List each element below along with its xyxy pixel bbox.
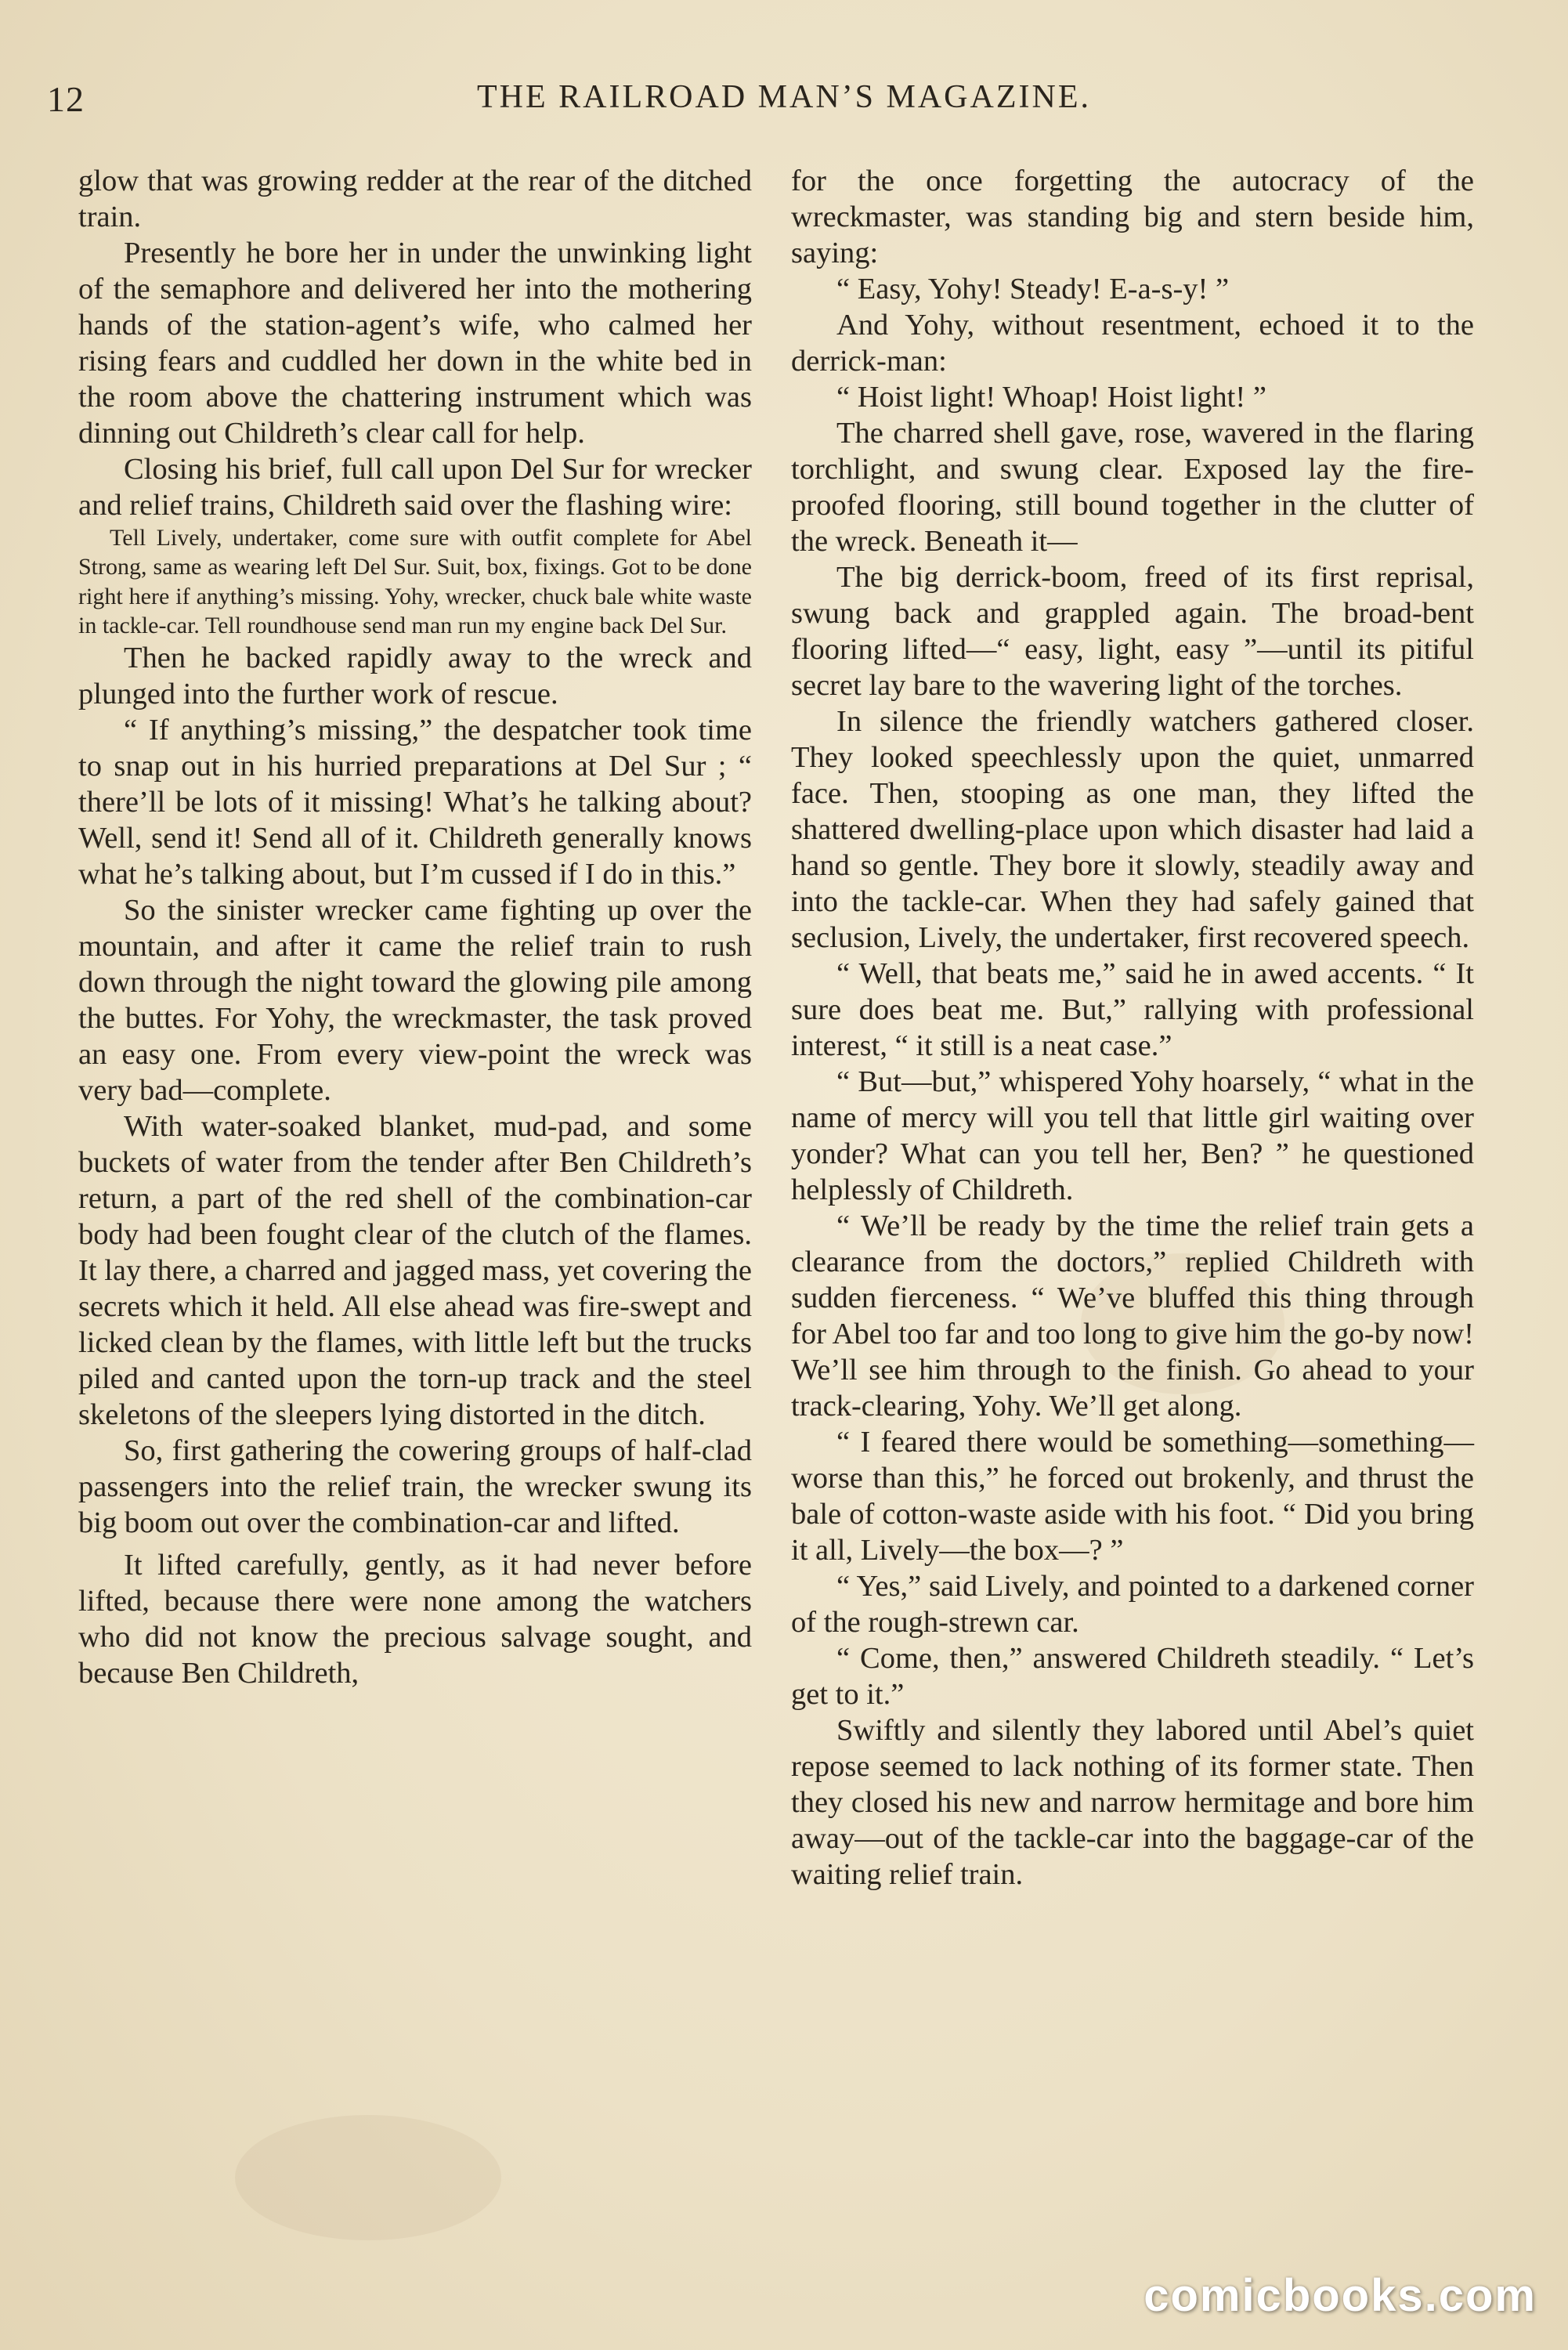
paragraph: Closing his brief, full call upon Del Sur for wrecker and relief trains, Childreth said over the flashing wire: (78, 453, 752, 522)
paragraph: And Yohy, without resentment, echoed it to the derrick-man: (791, 309, 1474, 378)
paragraph: “ Come, then,” answered Childreth steadily. “ Let’s get to it.” (791, 1642, 1474, 1711)
paragraph: Swiftly and silently they labored until Abel’s quiet repose seemed to lack nothing of its former state. Then they closed his new and narrow hermitage and bore him away—out of the tackle-car into the baggage-car of the waiting relief train. (791, 1714, 1474, 1891)
running-head (0, 78, 1568, 133)
paragraph: In silence the friendly watchers gathered closer. They looked speechlessly upon the quiet, unmarred face. Then, stooping as one man, they lifted the shattered dwelling-place upon which disaster had laid a hand so gentle. They bore it slowly, steadily away and into the tackle-car. When they had safely gained that seclusion, Lively, the undertaker, first recovered speech. (791, 705, 1474, 954)
telegram-message: Tell Lively, undertaker, come sure with outfit complete for Abel Strong, same as wearing left Del Sur. Suit, box, fixings. Got to be done right here if anything’s missing. Yohy, wrecker, chuck bale white waste in tackle-car. Tell roundhouse send man run my engine back Del Sur. (78, 525, 752, 638)
paragraph: “ If anything’s missing,” the despatcher took time to snap out in his hurried preparations at Del Sur ; “ there’ll be lots of it missing! What’s he talking about? Well, send it! Send all of it. Childreth generally knows what he’s talking about, but I’m cussed if I do in this.” (78, 714, 752, 891)
paragraph: With water-soaked blanket, mud-pad, and some buckets of water from the tender after Ben Childreth’s return, a part of the red shell of the combination-car body had been fought clear of the clutch of the flames. It lay there, a charred and jagged mass, yet covering the secrets which it held. All else ahead was fire-swept and licked clean by the flames, with little left but the trucks piled and canted upon the torn-up track and the steel skeletons of the sleepers lying distorted in the ditch. (78, 1110, 752, 1432)
site-watermark: comicbooks.com (1143, 2270, 1537, 2321)
paper-stain (235, 2115, 501, 2240)
paragraph: “ Hoist light! Whoap! Hoist light! ” (836, 381, 1266, 414)
paragraph: “ I feared there would be something—something—worse than this,” he forced out brokenly, and thrust the bale of cotton-waste aside with his foot. “ Did you bring it all, Lively—the box—? ” (791, 1426, 1474, 1567)
paragraph: “ Easy, Yohy! Steady! E-a-s-y! ” (836, 273, 1230, 306)
magazine-title: THE RAILROAD MAN’S MAGAZINE. (477, 79, 1091, 115)
paragraph: glow that was growing redder at the rear of the ditched train. (78, 164, 752, 233)
paragraph: “ Well, that beats me,” said he in awed accents. “ It sure does beat me. But,” rallying with professional interest, “ it still is a neat case.” (791, 957, 1474, 1062)
paragraph: “ But—but,” whispered Yohy hoarsely, “ what in the name of mercy will you tell that little girl waiting over yonder? What can you tell her, Ben? ” he questioned helplessly of Childreth. (791, 1065, 1474, 1206)
paragraph: Presently he bore her in under the unwinking light of the semaphore and delivered her into the mothering hands of the station-agent’s wife, who calmed her rising fears and cuddled her down in the white bed in the room above the chattering instrument which was dinning out Childreth’s clear call for help. (78, 237, 752, 450)
left-column (78, 163, 752, 1691)
paragraph: It lifted carefully, gently, as it had never before lifted, because there were none among the watchers who did not know the precious salvage sought, and because Ben Childreth, (78, 1549, 752, 1690)
paragraph: for the once forgetting the autocracy of the wreckmaster, was standing big and stern beside him, saying: (791, 164, 1474, 269)
paragraph: So the sinister wrecker came fighting up over the mountain, and after it came the relief train to rush down through the night toward the glowing pile among the buttes. For Yohy, the wreckmaster, the task proved an easy one. From every view-point the wreck was very bad—complete. (78, 894, 752, 1108)
paragraph: “ We’ll be ready by the time the relief train gets a clearance from the doctors,” replied Childreth with sudden fierceness. “ We’ve bluffed this thing through for Abel too far and too long to give him the go-by now! We’ll see him through to the finish. Go ahead to your track-clearing, Yohy. We’ll get along. (791, 1209, 1474, 1423)
paragraph: “ Yes,” said Lively, and pointed to a darkened corner of the rough-strewn car. (791, 1570, 1474, 1639)
paragraph: So, first gathering the cowering groups of half-clad passengers into the relief train, the wrecker swung its big boom out over the combination-car and lifted. (78, 1434, 752, 1540)
paragraph: The charred shell gave, rose, wavered in the flaring torchlight, and swung clear. Exposed lay the fire-proofed flooring, still bound together in the clutter of the wreck. Beneath it— (791, 417, 1474, 558)
page-number: 12 (47, 79, 85, 119)
paragraph: The big derrick-boom, freed of its first reprisal, swung back and grappled again. The broad-bent flooring lifted—“ easy, light, easy ”—until its pitiful secret lay bare to the wavering light of the torches. (791, 561, 1474, 702)
right-column (791, 163, 1474, 1893)
paragraph: Then he backed rapidly away to the wreck and plunged into the further work of rescue. (78, 642, 752, 711)
